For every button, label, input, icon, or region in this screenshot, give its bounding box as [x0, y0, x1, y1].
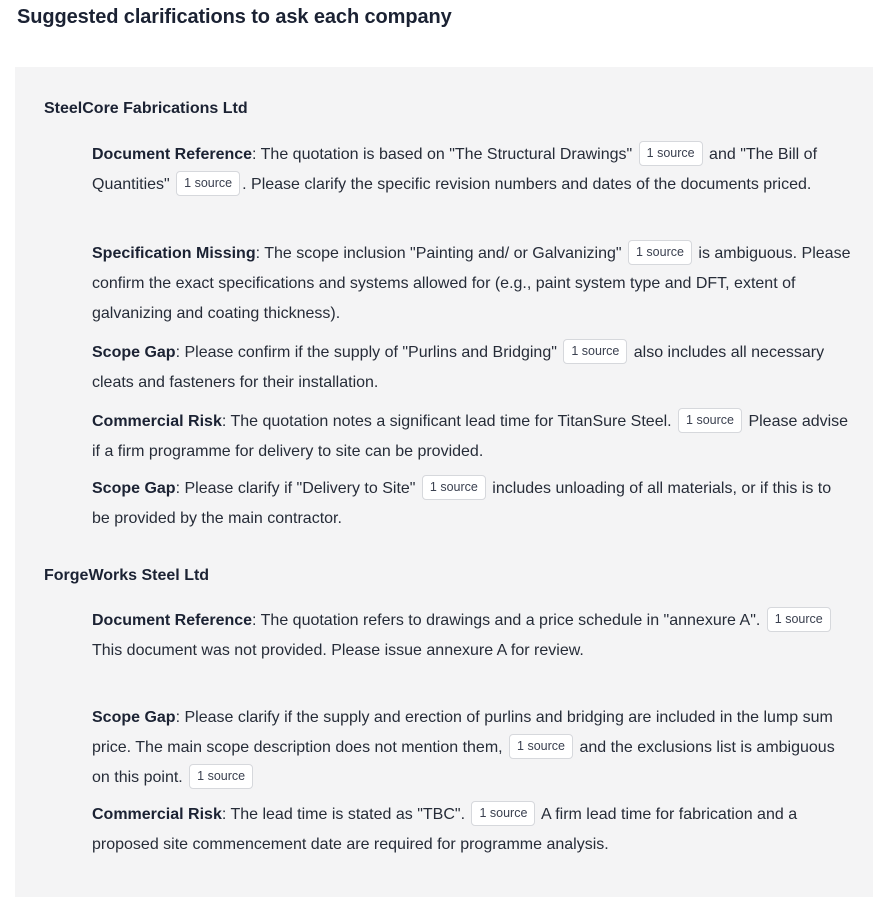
clarifications-panel — [15, 67, 873, 897]
clarification-label: Document Reference — [92, 146, 253, 163]
page-title: Suggested clarifications to ask each company — [17, 6, 452, 28]
source-badge[interactable]: 1 source — [628, 240, 692, 265]
clarification-item: Scope Gap: Please clarify if "Delivery to Site" 1 source includes unloading of all materials, or if this is to be provided by the main contractor. — [92, 474, 852, 534]
source-badge[interactable]: 1 source — [563, 339, 627, 364]
source-badge[interactable]: 1 source — [189, 764, 253, 789]
clarification-item: Commercial Risk: The quotation notes a significant lead time for TitanSure Steel. 1 source Please advise if a firm programme for delivery to site can be provided. — [92, 407, 852, 467]
clarification-label: Commercial Risk — [92, 413, 222, 430]
clarification-item: Commercial Risk: The lead time is stated as "TBC". 1 source A firm lead time for fabrication and a proposed site commencement date are required for programme analysis. — [92, 800, 852, 860]
clarification-item: Document Reference: The quotation is based on "The Structural Drawings" 1 source and "The Bill of Quantities" 1 source . Please clarify the specific revision numbers and dates of the documents priced. — [92, 140, 852, 200]
clarification-label: Document Reference — [92, 612, 253, 629]
source-badge[interactable]: 1 source — [471, 801, 535, 826]
clarification-item: Document Reference: The quotation refers to drawings and a price schedule in "annexure A". 1 source This document was not provided. Please issue annexure A for review. — [92, 606, 852, 666]
clarification-item: Scope Gap: Please clarify if the supply and erection of purlins and bridging are included in the lump sum price. The main scope description does not mention them, 1 source and the exclusions list is ambiguous on this point. 1 source — [92, 703, 852, 793]
clarification-label: Commercial Risk — [92, 806, 222, 823]
clarification-item: Scope Gap: Please confirm if the supply of "Purlins and Bridging" 1 source also includes all necessary cleats and fasteners for their installation. — [92, 338, 852, 398]
source-badge[interactable]: 1 source — [509, 734, 573, 759]
clarification-label: Specification Missing — [92, 245, 256, 262]
company-heading-forgeworks: ForgeWorks Steel Ltd — [44, 567, 210, 584]
clarification-label: Scope Gap — [92, 480, 176, 497]
source-badge[interactable]: 1 source — [767, 607, 831, 632]
company-heading-steelcore: SteelCore Fabrications Ltd — [44, 100, 248, 117]
source-badge[interactable]: 1 source — [422, 475, 486, 500]
source-badge[interactable]: 1 source — [678, 408, 742, 433]
clarification-label: Scope Gap — [92, 344, 176, 361]
clarification-label: Scope Gap — [92, 709, 176, 726]
source-badge[interactable]: 1 source — [639, 141, 703, 166]
clarification-item: Specification Missing: The scope inclusion "Painting and/ or Galvanizing" 1 source is ambiguous. Please confirm the exact specifications and systems allowed for (e.g., paint system type and DFT, extent of galvanizing and coating thickness). — [92, 239, 852, 329]
source-badge[interactable]: 1 source — [176, 171, 240, 196]
